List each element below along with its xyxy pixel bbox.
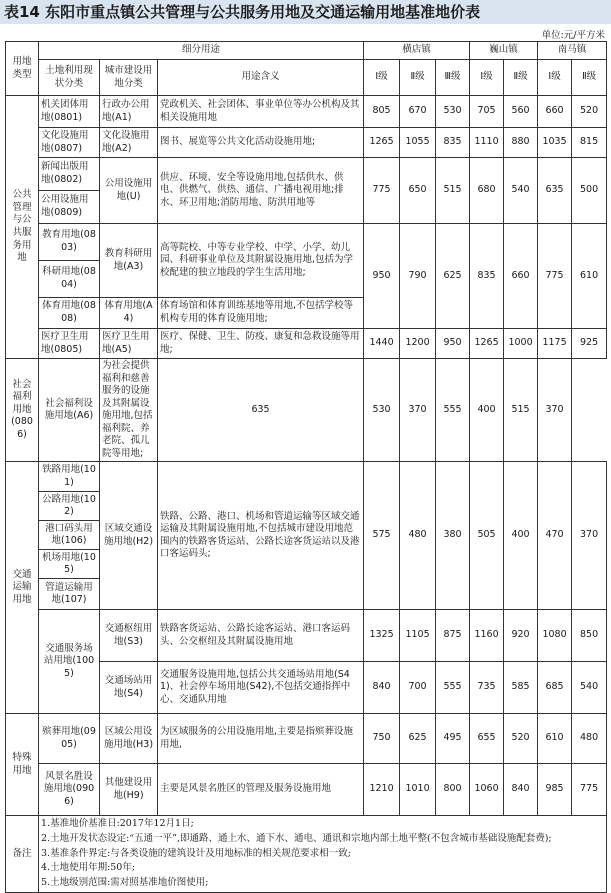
price-cell: 920 [504, 610, 538, 662]
price-cell: 850 [572, 610, 607, 662]
table-row [6, 359, 607, 462]
price-cell: 370 [400, 359, 436, 462]
current-class-cell: 教育用地(0803) [39, 224, 100, 261]
table-row [6, 158, 607, 191]
price-cell: 1080 [538, 610, 572, 662]
price-cell: 515 [436, 158, 470, 224]
header-grade: Ⅰ级 [470, 60, 504, 96]
table-row [6, 96, 607, 128]
meaning-cell: 高等院校、中等专业学校、中学、小学、幼儿园、科研事业单位及其附属设施用地,包括为学校配建的独立地段的学生生活用地; [158, 224, 364, 298]
price-cell: 575 [364, 462, 400, 610]
category-public: 公共管理与公共服务用地 [6, 96, 39, 359]
price-cell: 520 [504, 714, 538, 764]
meaning-cell: 为区域服务的公用设施用地,主要是指殡葬设施用地, [158, 714, 364, 764]
price-cell: 775 [538, 224, 572, 329]
price-cell: 635 [158, 359, 364, 462]
current-class-cell: 港口码头用地(106) [39, 521, 100, 550]
current-class-cell: 体育用地(0808) [39, 298, 100, 329]
current-class-cell: 新闻出版用地(0802) [39, 158, 100, 191]
notes-label: 备注 [6, 816, 39, 893]
price-cell: 625 [436, 224, 470, 329]
unit-label: 单位:元/平方米 [541, 30, 605, 41]
price-cell: 610 [572, 224, 607, 329]
price-cell: 1035 [538, 128, 572, 158]
price-cell: 555 [436, 662, 470, 714]
land-price-table [5, 41, 607, 893]
header-grade: Ⅰ级 [538, 60, 572, 96]
header-detail-use: 细分用途 [39, 42, 364, 60]
price-cell: 470 [538, 462, 572, 610]
current-class-cell: 医疗卫生用地(0805) [39, 329, 100, 359]
price-cell: 775 [364, 158, 400, 224]
price-cell: 1055 [400, 128, 436, 158]
price-cell: 1160 [470, 610, 504, 662]
note-item: 3.基准条件界定:与各类设施的建筑设计及用地标准的相关规范要求相一致; [41, 847, 351, 859]
price-cell: 520 [572, 96, 607, 128]
current-class-cell: 交通服务场站用地(1005) [39, 610, 100, 714]
price-cell: 480 [572, 714, 607, 764]
price-cell: 610 [538, 714, 572, 764]
price-cell: 635 [538, 158, 572, 224]
category-transport: 交通运输用地 [6, 462, 39, 714]
price-cell: 705 [470, 96, 504, 128]
price-cell: 1000 [504, 329, 538, 359]
price-cell: 790 [400, 224, 436, 329]
header-town-hengdian: 横店镇 [364, 42, 470, 60]
price-cell: 505 [470, 462, 504, 610]
price-cell: 1175 [538, 329, 572, 359]
city-class-cell: 交通枢纽用地(S3) [100, 610, 158, 662]
price-cell: 1105 [400, 610, 436, 662]
page-title: 表14 东阳市重点镇公共管理与公共服务用地及交通运输用地基准地价表 [0, 0, 611, 24]
price-cell: 950 [436, 329, 470, 359]
price-cell: 670 [400, 96, 436, 128]
notes-content [39, 816, 607, 893]
price-cell: 400 [470, 359, 504, 462]
price-cell: 1110 [470, 128, 504, 158]
price-cell: 400 [504, 462, 538, 610]
price-cell: 1200 [400, 329, 436, 359]
note-item: 5.土地级别范围:需对照基准地价图使用; [41, 877, 209, 889]
price-cell: 835 [470, 224, 504, 329]
price-cell: 840 [364, 662, 400, 714]
category-special: 特殊用地 [6, 714, 39, 816]
header-grade: Ⅲ级 [436, 60, 470, 96]
current-class-cell: 风景名胜设施用地(0906) [39, 764, 100, 816]
note-item: 2.土地开发状态设定:“五通一平”,即通路、通上水、通下水、通电、通讯和宗地内部土地平整(不包含城市基础设施配套费); [41, 832, 552, 844]
price-cell: 650 [400, 158, 436, 224]
price-cell: 370 [572, 462, 607, 610]
meaning-cell: 铁路客货运站、公路长途客运站、港口客运码头、公交枢纽及其附属设施用地 [158, 610, 364, 662]
price-cell: 880 [504, 128, 538, 158]
price-cell: 495 [436, 714, 470, 764]
header-grade: Ⅱ级 [572, 60, 607, 96]
header-town-nanma: 南马镇 [538, 42, 607, 60]
meaning-cell: 供应、环境、安全等设施用地,包括供水、供电、供燃气、供热、通信、广播电视用地;排水、环卫用地;消防用地、防洪用地等 [158, 158, 364, 224]
current-class-cell: 科研用地(0804) [39, 261, 100, 298]
price-cell: 530 [436, 96, 470, 128]
price-cell: 540 [504, 158, 538, 224]
price-cell: 500 [572, 158, 607, 224]
price-cell: 515 [504, 359, 538, 462]
price-cell: 560 [504, 96, 538, 128]
city-class-cell: 行政办公用地(A1) [100, 96, 158, 128]
notes-row [6, 816, 607, 893]
current-class-cell: 铁路用地(101) [39, 462, 100, 492]
price-cell: 1010 [400, 764, 436, 816]
price-cell: 735 [470, 662, 504, 714]
note-item: 1.基准地价基准日:2017年12月1日; [41, 818, 194, 830]
price-cell: 835 [436, 128, 470, 158]
price-cell: 555 [436, 359, 470, 462]
price-cell: 655 [470, 714, 504, 764]
price-cell: 1210 [364, 764, 400, 816]
price-cell: 875 [436, 610, 470, 662]
city-class-cell: 体育用地(A4) [100, 298, 158, 329]
price-cell: 480 [400, 462, 436, 610]
price-cell: 750 [364, 714, 400, 764]
price-cell: 700 [400, 662, 436, 714]
meaning-cell: 主要是风景名胜区的管理及服务设施用地 [158, 764, 364, 816]
price-cell: 1440 [364, 329, 400, 359]
price-cell: 1060 [470, 764, 504, 816]
note-item: 4.土地使用年期:50年; [41, 862, 136, 874]
meaning-cell: 图书、展览等公共文化活动设施用地; [158, 128, 364, 158]
price-cell: 680 [470, 158, 504, 224]
price-cell: 660 [538, 96, 572, 128]
price-cell: 805 [364, 96, 400, 128]
header-grade: Ⅱ级 [504, 60, 538, 96]
meaning-cell: 体育场馆和体育训练基地等用地,不包括学校等机构专用的体育设施用地; [158, 298, 364, 329]
price-cell: 1265 [470, 329, 504, 359]
header-grade: Ⅱ级 [400, 60, 436, 96]
city-class-cell: 医疗卫生用地(A5) [100, 329, 158, 359]
header-current-class: 土地利用现状分类 [39, 60, 100, 96]
header-city-class: 城市建设用地分类 [100, 60, 158, 96]
city-class-cell: 公用设施用地(U) [100, 158, 158, 224]
header-meaning: 用途含义 [158, 60, 364, 96]
table-row [6, 329, 607, 359]
price-cell: 1265 [364, 128, 400, 158]
city-class-cell: 文化设施用地(A2) [100, 128, 158, 158]
price-cell: 625 [400, 714, 436, 764]
price-cell: 775 [572, 764, 607, 816]
price-cell: 380 [436, 462, 470, 610]
meaning-cell: 党政机关、社会团体、事业单位等办公机构及其相关设施用地 [158, 96, 364, 128]
city-class-cell: 区域交通设施用地(H2) [100, 462, 158, 610]
header-land-type: 用地类型 [6, 42, 39, 96]
current-class-cell: 机场用地(105) [39, 550, 100, 579]
price-cell: 660 [504, 224, 538, 329]
city-class-cell: 其他建设用地(H9) [100, 764, 158, 816]
price-cell: 985 [538, 764, 572, 816]
current-class-cell: 机关团体用地(0801) [39, 96, 100, 128]
table-row [6, 764, 607, 816]
current-class-cell: 殡葬用地(0905) [39, 714, 100, 764]
price-cell: 800 [436, 764, 470, 816]
meaning-cell: 铁路、公路、港口、机场和管道运输等区域交通运输及其附属设施用地,不包括城市建设用地范围内的铁路客货运站、公路长途客货运站以及港口客运码头; [158, 462, 364, 610]
current-class-cell: 社会福利用地(0806) [6, 359, 39, 462]
meaning-cell: 为社会提供福利和慈善服务的设施及其附属设施用地,包括福利院、养老院、孤儿院等用地; [100, 359, 158, 462]
current-class-cell: 公路用地(102) [39, 492, 100, 521]
meaning-cell: 医疗、保健、卫生、防疫、康复和急救设施等用地; [158, 329, 364, 359]
city-class-cell: 社会福利设施用地(A6) [39, 359, 100, 462]
city-class-cell: 教育科研用地(A3) [100, 224, 158, 298]
price-cell: 540 [572, 662, 607, 714]
table-row [6, 128, 607, 158]
price-cell: 925 [572, 329, 607, 359]
table-row [6, 224, 607, 261]
current-class-cell: 管道运输用地(107) [39, 579, 100, 610]
table-row [6, 462, 607, 492]
price-cell: 370 [538, 359, 572, 462]
price-cell: 530 [364, 359, 400, 462]
price-cell: 685 [538, 662, 572, 714]
current-class-cell: 公用设施用地(0809) [39, 191, 100, 224]
price-cell: 815 [572, 128, 607, 158]
price-cell: 585 [504, 662, 538, 714]
table-row [6, 714, 607, 764]
header-town-weishan: 巍山镇 [470, 42, 538, 60]
current-class-cell: 文化设施用地(0807) [39, 128, 100, 158]
city-class-cell: 区域公用设施用地(H3) [100, 714, 158, 764]
price-cell: 950 [364, 224, 400, 329]
city-class-cell: 交通场站用地(S4) [100, 662, 158, 714]
meaning-cell: 交通服务设施用地,包括公共交通场站用地(S41)、社会停车场用地(S42),不包括交通指挥中心、交通队用地 [158, 662, 364, 714]
table-row [6, 610, 607, 662]
price-cell: 840 [504, 764, 538, 816]
header-grade: Ⅰ级 [364, 60, 400, 96]
price-cell: 1325 [364, 610, 400, 662]
